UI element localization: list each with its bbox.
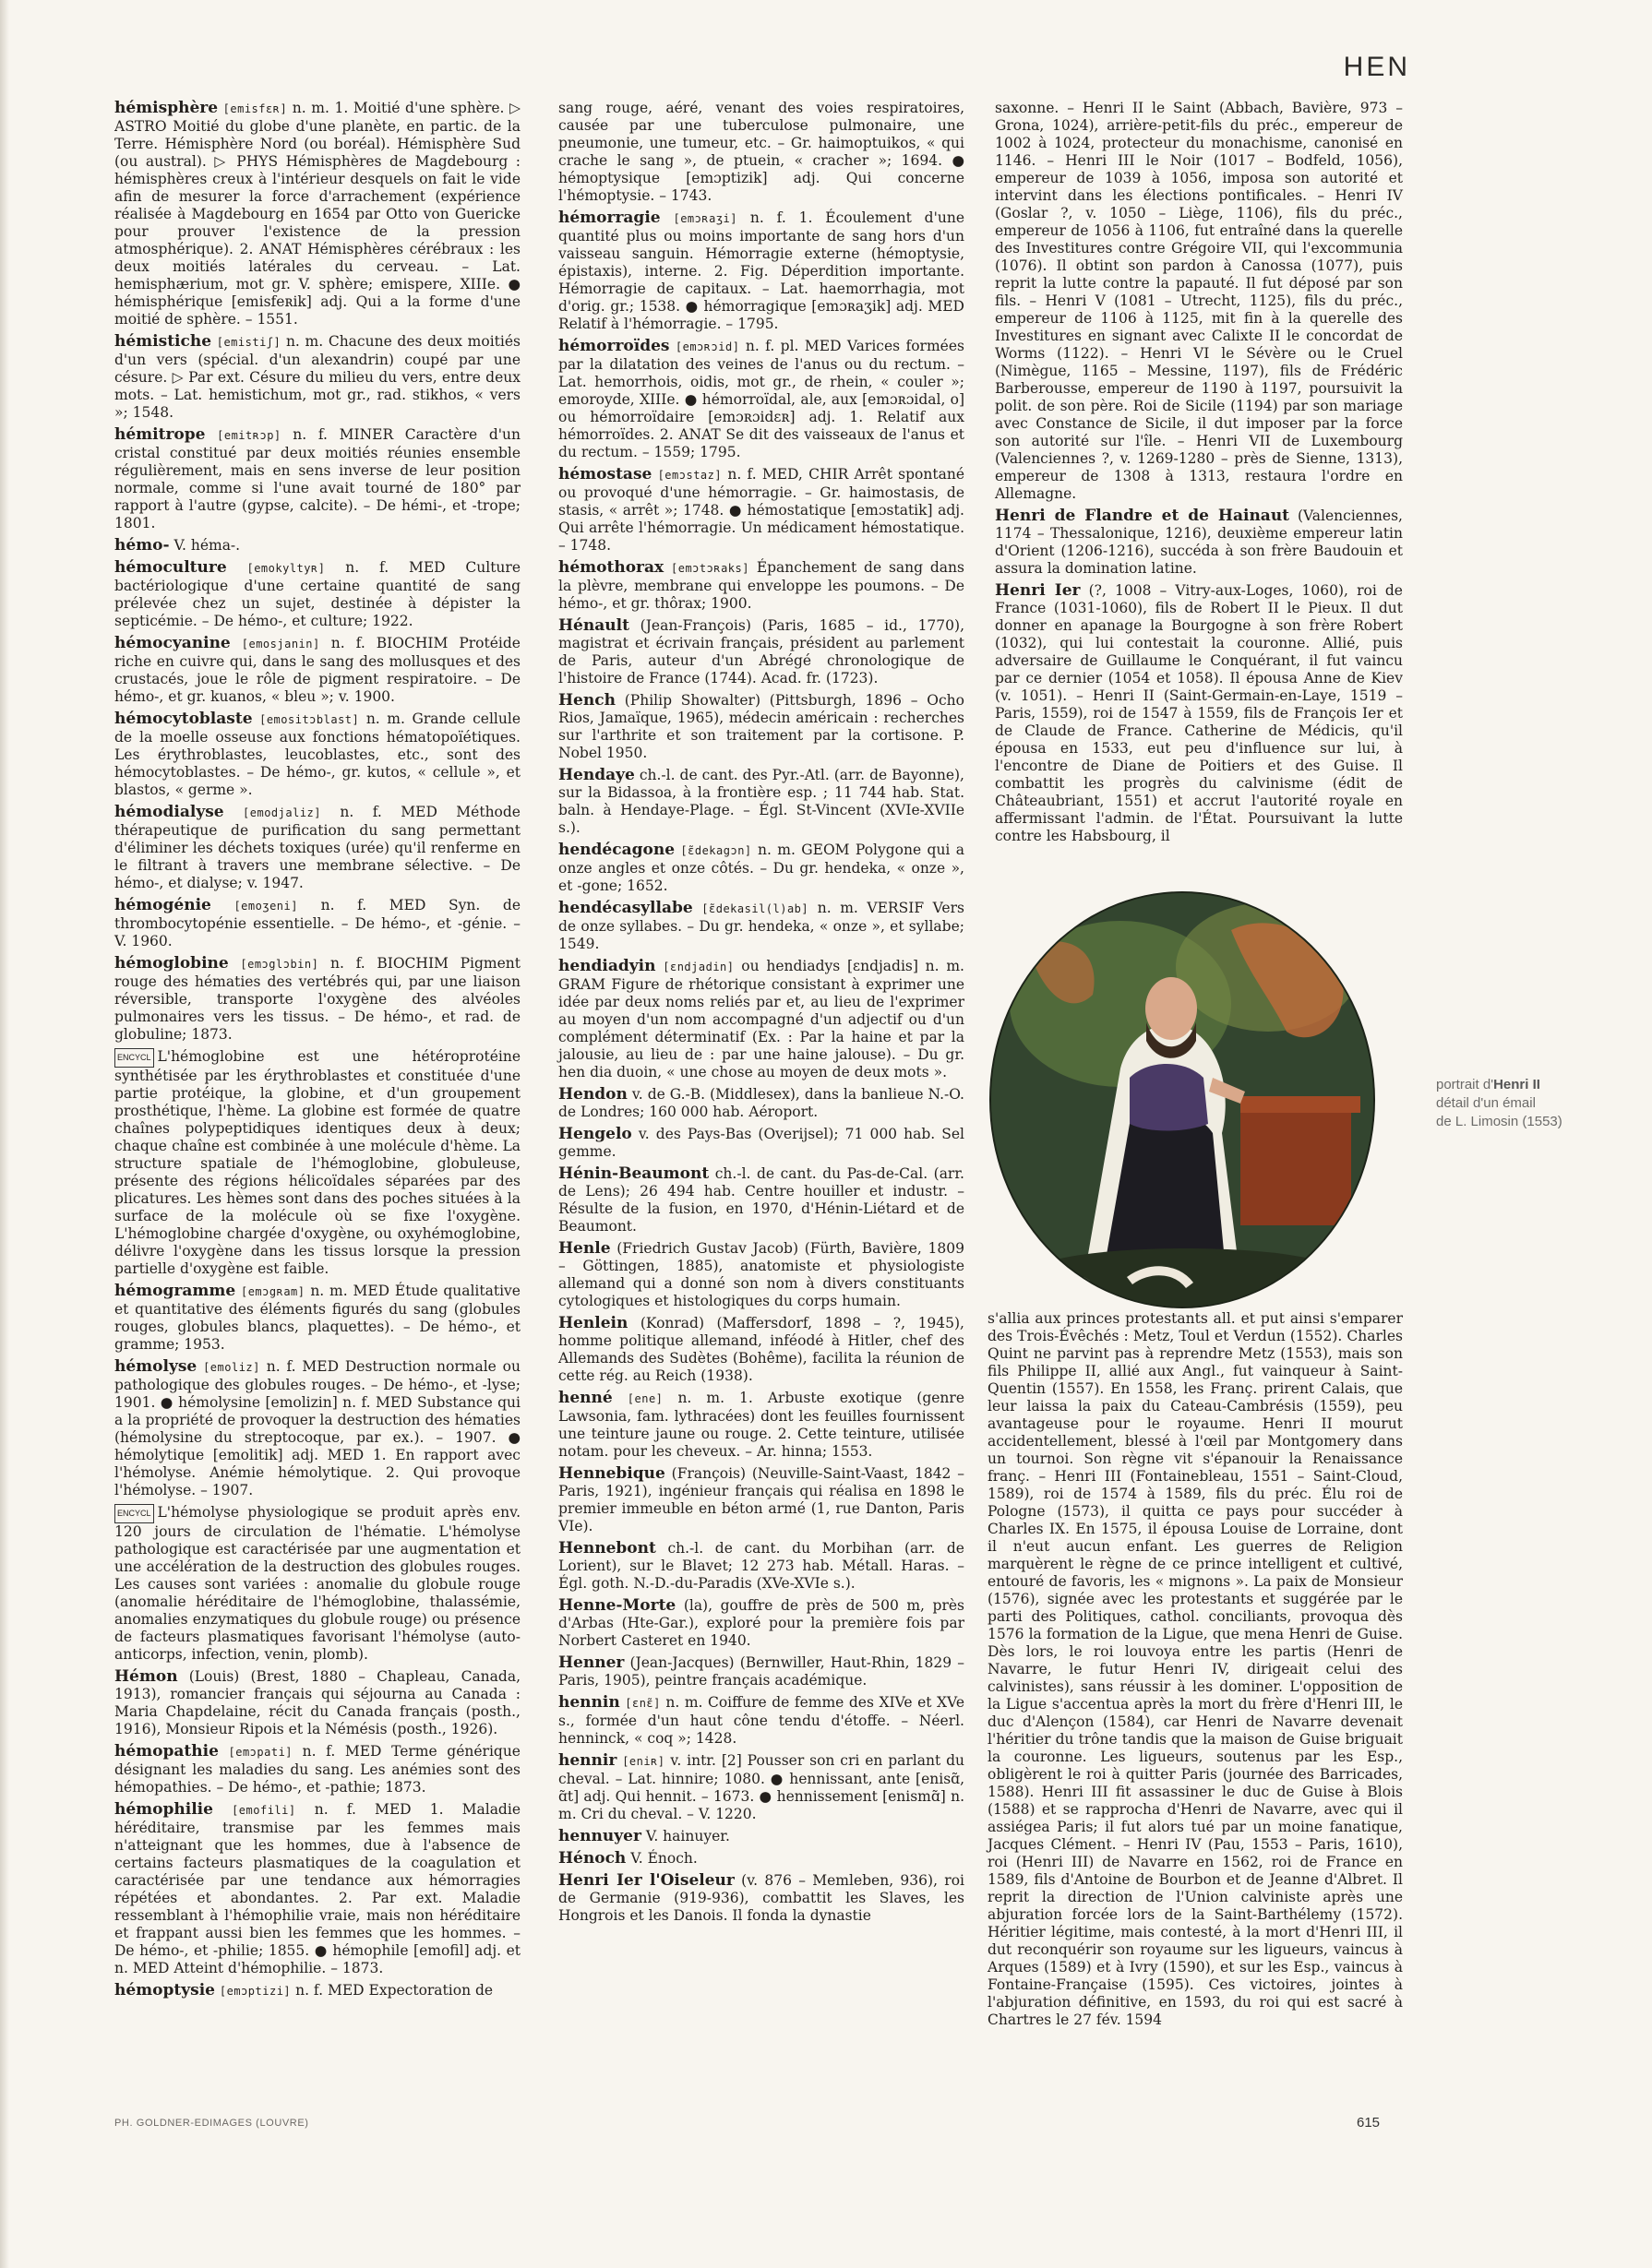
entry-definition: n. m. Coiffure de femme des XIVe et XVe s., formée d'un haut cône tendu d'étoffe. – Néerl. henninck, « coq »; 1428. xyxy=(558,1694,964,1747)
dictionary-entry xyxy=(558,1390,964,1461)
entry-definition: n. m. 1. Arbuste exotique (genre Lawsonia, fam. lythracées) dont les feuilles fournissent une teinture jaune ou rouge. 2. Cette teinture, utilisée notam. pour les cheveux. – Ar. hinna; 1553. xyxy=(558,1390,965,1460)
dictionary-entry xyxy=(114,1504,521,1664)
entry-definition: n. f. MED Expectoration de xyxy=(295,1982,494,1999)
entry-headword: Hendaye xyxy=(558,766,635,784)
entry-headword: Henner xyxy=(558,1653,625,1672)
entry-definition: V. héma-. xyxy=(174,537,241,554)
entry-definition: n. f. MED Culture bactériologique d'une certaine quantité de sang prélevée chez un sujet, destinée à dépister la septicémie. – De hémo-, et culture; 1922. xyxy=(114,559,521,629)
entry-definition: V. hainuyer. xyxy=(645,1828,730,1844)
entry-headword: hémorragie xyxy=(558,209,661,227)
dictionary-entry xyxy=(558,1752,964,1823)
entry-headword: Hendon xyxy=(558,1085,628,1104)
entry-headword: hémoculture xyxy=(114,558,227,577)
dictionary-entry xyxy=(558,900,964,953)
entry-headword: hémostase xyxy=(558,465,652,483)
dictionary-entry xyxy=(558,617,964,687)
page-number: 615 xyxy=(1357,2115,1381,2131)
entry-pronunciation: [emokyltyʀ] xyxy=(246,562,326,575)
entry-definition: n. f. MED Syn. de thrombocytopénie essentielle. – De hémo-, et -génie. – V. 1960. xyxy=(114,897,521,949)
entry-headword: hémopathie xyxy=(114,1742,219,1761)
entry-definition: (Louis) (Brest, 1880 – Chapleau, Canada, 1913), romancier français qui séjourna au Canada : Maria Chapdelaine, récit du Canada français (posth., 1916), Monsieur Ripois et la Némésis (posth., 1926). xyxy=(114,1668,521,1737)
entry-headword: Henri de Flandre et de Hainaut xyxy=(995,507,1290,525)
entry-definition: v. de G.-B. (Middlesex), dans la banlieue N.-O. de Londres; 160 000 hab. Aéroport. xyxy=(558,1086,964,1120)
entry-pronunciation: [emisfɛʀ] xyxy=(222,102,288,115)
entry-pronunciation: [emɔgʀam] xyxy=(240,1285,305,1298)
entry-headword: henné xyxy=(558,1389,613,1407)
entry-pronunciation: [emɔglɔbin] xyxy=(240,958,319,971)
entry-definition: (v. 876 – Memleben, 936), roi de Germanie (919-936), combattit les Slaves, les Hongrois et les Danois. Il fonda la dynastie xyxy=(558,1872,964,1924)
dictionary-entry xyxy=(558,209,964,333)
entry-headword: Hennebique xyxy=(558,1464,665,1483)
entry-headword: hémolyse xyxy=(114,1357,198,1376)
entry-headword: hennir xyxy=(558,1751,617,1770)
entry-pronunciation: [emofili] xyxy=(232,1804,296,1817)
entry-definition: (Philip Showalter) (Pittsburgh, 1896 – Ocho Rios, Jamaïque, 1965), médecin américain : recherches sur l'arthrite et son traitement par la cortisone. P. Nobel 1950. xyxy=(558,692,964,761)
dictionary-entry xyxy=(114,897,521,950)
entry-definition: n. f. MINER Caractère d'un cristal constitué par deux moitiés réunies ensemble régulièrement, mais en sens inverse de leur position normale, comme si l'une avait tourné de 180° par rapport à l'autre (gypse, calcite). – De hémi-, et -trope; 1801. xyxy=(114,426,521,531)
entry-headword: hémothorax xyxy=(558,558,664,577)
encyclopedia-tag: ENCYCL xyxy=(114,1048,154,1068)
dictionary-entry xyxy=(558,1086,964,1121)
entry-definition: n. m. VERSIF Vers de onze syllabes. – Du gr. hendeka, « onze », et syllabe; 1549. xyxy=(558,900,964,952)
entry-headword: hendécasyllabe xyxy=(558,899,693,917)
dictionary-entry xyxy=(558,1465,964,1535)
dictionary-entry xyxy=(114,1801,521,1977)
entry-definition: n. m. MED Étude qualitative et quantitative des éléments figurés du sang (globules rouges, globules blancs, plaquettes). – De hémo-, et gramme; 1953. xyxy=(114,1283,521,1353)
dictionary-entry xyxy=(114,1048,521,1278)
dictionary-entry xyxy=(114,1668,521,1738)
column-1 xyxy=(114,100,521,2005)
entry-pronunciation: [emoʒeni] xyxy=(233,900,298,913)
entry-headword: hémogénie xyxy=(114,896,211,914)
column-3 xyxy=(995,100,1403,850)
dictionary-entry xyxy=(558,767,964,837)
dictionary-entry xyxy=(114,1283,521,1354)
entry-headword: hendécagone xyxy=(558,841,676,859)
dictionary-entry xyxy=(114,426,521,532)
entry-definition: sang rouge, aéré, venant des voies respiratoires, causée par une tuberculose pulmonaire, une pneumonie, une tumeur, etc. – Gr. haimoptuikos, « qui crache le sang », de ptuein, « cracher »; 1694. ● hémoptysique [emɔptizik] adj. Qui concerne l'hémoptysie. – 1743. xyxy=(558,100,964,204)
dictionary-entry xyxy=(114,1358,521,1499)
dictionary-entry xyxy=(995,582,1403,845)
entry-headword: hémoglobine xyxy=(114,954,229,973)
entry-pronunciation: [emistiʃ] xyxy=(216,336,281,349)
entry-headword: hendiadyin xyxy=(558,957,656,975)
dictionary-entry xyxy=(558,1126,964,1161)
entry-pronunciation: [emɔpati] xyxy=(228,1746,293,1759)
entry-definition: n. f. MED 1. Maladie héréditaire, transmise par les femmes mais n'atteignant que les hommes, due à l'absence de certains facteurs plasmatiques de la coagulation et caractérisée par une tendance aux hémorragies répétées et abondantes. 2. Par ext. Maladie ressemblant à l'hémophilie vraie, mais non héréditaire et frappant aussi bien les femmes que les hommes. – De hémo-, et -philie; 1855. ● hémophile [emofil] adj. et n. MED Atteint d'hémophilie. – 1873. xyxy=(114,1801,521,1976)
dictionary-entry xyxy=(114,955,521,1044)
entry-headword: Henlein xyxy=(558,1314,628,1332)
dictionary-entry xyxy=(558,1850,964,1868)
column-3-continued xyxy=(988,1310,1403,2034)
dictionary-entry xyxy=(558,338,964,461)
dictionary-entry xyxy=(114,1743,521,1796)
dictionary-entry xyxy=(114,559,521,630)
portrait-illustration xyxy=(991,893,1373,1307)
entry-pronunciation: [ɛ̃dekagɔn] xyxy=(680,844,752,857)
entry-headword: hémorroïdes xyxy=(558,337,670,355)
entry-definition: n. f. MED Méthode thérapeutique de purification du sang permettant d'éliminer les déchets toxiques (urée) qu'il renferme en le filtrant à travers une membrane sélective. – De hémo-, et dialyse; v. 1947. xyxy=(114,804,521,891)
entry-definition: v. des Pays-Bas (Overijsel); 71 000 hab. Sel gemme. xyxy=(558,1126,964,1160)
entry-definition: ch.-l. de cant. du Morbihan (arr. de Lorient), sur le Blavet; 12 273 hab. Métall. Haras. – Égl. goth. N.-D.-du-Paradis (XVe-XVIe s.). xyxy=(558,1540,964,1592)
entry-definition: ch.-l. de cant. des Pyr.-Atl. (arr. de Bayonne), sur la Bidassoa, à la frontière esp. ; 11 744 hab. Stat. baln. à Hendaye-Plage. – Égl. St-Vincent (XVIe-XVIIe s.). xyxy=(558,767,964,836)
entry-definition: n. f. MED, CHIR Arrêt spontané ou provoqué d'une hémorragie. – Gr. haimostasis, de stasis, « arrêt »; 1748. ● hémostatique [emɔstatik] adj. Qui arrête l'hémorragie. Un médicament hémostatique. – 1748. xyxy=(558,466,964,554)
entry-headword: Hémon xyxy=(114,1667,178,1686)
entry-definition: V. Énoch. xyxy=(630,1850,698,1867)
entry-definition: n. m. Grande cellule de la moelle osseuse aux fonctions hématopoïétiques. Les érythroblastes, leucoblastes, etc., sont des hémocytoblastes. – De hémo-, gr. kutos, « cellule », et blastos, « germe ». xyxy=(114,710,521,798)
entry-pronunciation: [emɔʀaʒi] xyxy=(673,212,737,225)
entry-headword: Henne-Morte xyxy=(558,1596,676,1615)
dictionary-entry xyxy=(558,1872,964,1925)
dictionary-entry xyxy=(988,1310,1403,2029)
entry-pronunciation: [emositɔblast] xyxy=(259,713,360,726)
entry-definition: n. f. BIOCHIM Protéide riche en cuivre qui, dans le sang des mollusques et des crustacés, joue le rôle de pigment respiratoire. – De hémo-, et gr. kuanos, « bleu »; v. 1900. xyxy=(114,635,521,705)
dictionary-entry xyxy=(114,1982,521,2000)
encyclopedia-tag: ENCYCL xyxy=(114,1504,154,1523)
entry-pronunciation: [emosjanin] xyxy=(241,638,320,651)
dictionary-entry xyxy=(558,1540,964,1593)
dictionary-entry xyxy=(558,958,964,1081)
entry-definition: (Jean-Jacques) (Bernwiller, Haut-Rhin, 1829 – Paris, 1905), peintre français académique. xyxy=(558,1654,964,1689)
entry-pronunciation: [emitʀɔp] xyxy=(217,429,281,442)
photo-credit: PH. GOLDNER-EDIMAGES (LOUVRE) xyxy=(114,2118,309,2129)
entry-headword: Hench xyxy=(558,691,616,710)
entry-definition: n. m. Chacune des deux moitiés d'un vers (spécial. d'un alexandrin) coupé par une césure. ▷ Par ext. Césure du milieu du vers, entre deux mots. – Lat. hemistichum, mot gr., rad. stikhos, « vers »; 1548. xyxy=(114,333,521,421)
column-2 xyxy=(558,100,964,1929)
entry-definition: (Valenciennes, 1174 – Thessalonique, 1216), deuxième empereur latin d'Orient (1206-1216), succéda à son frère Baudouin et assura la domination latine. xyxy=(995,507,1403,577)
caption-line-3: de L. Limosin (1553) xyxy=(1436,1114,1562,1129)
dictionary-entry xyxy=(114,804,521,892)
entry-definition: n. f. pl. MED Varices formées par la dilatation des veines de l'anus ou du rectum. – Lat. hemorrhois, oidis, mot gr., de rhein, « couler »; emoroyde, XIIIe. ● hémorroïdal, ale, aux [emɔʀɔidal, o] ou hémorroïdaire [emɔʀɔidɛʀ] adj. 1. Relatif aux hémorroïdes. 2. ANAT Se dit des vaisseaux de l'anus et du rectum. – 1559; 1795. xyxy=(558,338,964,460)
portrait-image xyxy=(991,893,1373,1307)
entry-headword: hémocyanine xyxy=(114,634,231,652)
dictionary-entry xyxy=(558,1828,964,1845)
entry-definition: n. f. 1. Écoulement d'une quantité plus ou moins importante de sang hors d'un vaisseau sanguin. Hémorragie externe (hémoptysie, épistaxis), interne. 2. Fig. Déperdition importante. Hémorragie de capitaux. – Lat. haemorrhagia, mot d'orig. gr.; 1538. ● hémorragique [emɔʀaʒik] adj. MED Relatif à l'hémorragie. – 1795. xyxy=(558,209,964,332)
entry-headword: hémophilie xyxy=(114,1800,213,1819)
page-binding-shadow xyxy=(0,0,9,2268)
dictionary-entry xyxy=(558,1694,964,1748)
entry-headword: Hénault xyxy=(558,616,629,635)
entry-pronunciation: [emɔstaz] xyxy=(657,469,723,482)
entry-headword: hémitrope xyxy=(114,425,206,444)
guide-word: HEN xyxy=(1343,52,1410,82)
entry-headword: Hennebont xyxy=(558,1539,656,1558)
entry-definition: ch.-l. de cant. du Pas-de-Cal. (arr. de Lens); 26 494 hab. Centre houiller et industr. – Résulte de la fusion, en 1970, d'Hénin-Liétard et de Beaumont. xyxy=(558,1165,964,1235)
dictionary-entry xyxy=(558,1654,964,1689)
dictionary-entry xyxy=(558,1165,964,1235)
entry-definition: L'hémoglobine est une hétéroprotéine synthétisée par les érythroblastes et constituée d'une partie protéique, la globine, et d'un groupement prosthétique, l'hème. La globine est formée de quatre chaînes polypeptidiques identiques deux à deux; chaque chaîne est combinée à une molécule d'hème. La structure spatiale de l'hémoglobine, globuleuse, présente des régions hélicoïdales séparées par des plicatures. Les hèmes sont dans des poches situées à la surface de la molécule où se fixe l'oxygène. L'hémoglobine chargée d'oxygène, ou oxyhémoglobine, délivre l'oxygène dans les tissus lorsque la pression partielle d'oxygène est faible. xyxy=(114,1048,521,1277)
entry-definition: (Friedrich Gustav Jacob) (Fürth, Bavière, 1809 – Göttingen, 1885), anatomiste et physiologiste allemand qui a donné son nom à divers constituants cytologiques et histologiques du corps humain. xyxy=(558,1240,964,1309)
entry-definition: (?, 1008 – Vitry-aux-Loges, 1060), roi de France (1031-1060), fils de Robert II le Pieux. Il dut donner en apanage la Bourgogne à son frère Robert (1032), qui lui contestait la couronne. Allié, puis adversaire de Guillaume le Conquérant, il fut vaincu par ce dernier (1054 et 1058). Il épousa Anne de Kiev (v. 1051). – Henri II (Saint-Germain-en-Laye, 1519 – Paris, 1559), roi de 1547 à 1559, fils de François Ier et de Claude de France. Catherine de Médicis, qu'il épousa en 1533, eut peu d'influence sur lui, à l'encontre de Diane de Poitiers et des Guise. Il combattit les progrès du calvinisme (édit de Châteaubriant, 1551) et accrut l'autorité royale en affermissant l'admin. de l'État. Poursuivant la lutte contre les Habsbourg, il xyxy=(995,582,1403,844)
entry-pronunciation: [eniʀ] xyxy=(622,1755,665,1768)
entry-definition: (la), gouffre de près de 500 m, près d'Arbas (Hte-Gar.), exploré pour la première fois par Norbert Casteret en 1940. xyxy=(558,1597,964,1649)
dictionary-entry xyxy=(995,507,1403,578)
dictionary-entry xyxy=(114,635,521,706)
entry-definition: n. f. BIOCHIM Pigment rouge des hématies des vertébrés qui, par une liaison réversible, transporte l'oxygène des alvéoles pulmonaires vers les tissus. – De hémo-, et rad. de globuline; 1873. xyxy=(114,955,521,1043)
entry-headword: hémogramme xyxy=(114,1282,236,1300)
entry-headword: hémodialyse xyxy=(114,803,224,821)
entry-pronunciation: [emɔptizi] xyxy=(219,1985,292,1998)
entry-definition: (Jean-François) (Paris, 1685 – id., 1770), magistrat et écrivain français, président au parlement de Paris, auteur d'un Abrégé chronologique de l'histoire de France (1744). Acad. fr. (1723). xyxy=(558,617,964,686)
entry-pronunciation: [ɛndjadin] xyxy=(663,961,735,973)
entry-pronunciation: [emoliz] xyxy=(203,1361,260,1374)
dictionary-entry xyxy=(114,333,521,422)
entry-definition: Épanchement de sang dans la plèvre, membrane qui enveloppe les poumons. – De hémo-, et gr. thôrax; 1900. xyxy=(558,559,964,612)
entry-headword: hémo- xyxy=(114,536,170,555)
caption-line-1: portrait d'Henri II xyxy=(1436,1077,1540,1092)
caption-line-2: détail d'un émail xyxy=(1436,1095,1536,1111)
entry-definition: saxonne. – Henri II le Saint (Abbach, Bavière, 973 – Grona, 1024), arrière-petit-fils du préc., empereur de 1002 à 1024, protecteur du monachisme, canonisé en 1146. – Henri III le Noir (1017 – Bodfeld, 1056), empereur de 1039 à 1056, imposa son autorité et intervint dans les élections pontificales. – Henri IV (Goslar ?, v. 1050 – Liège, 1106), fils du préc., empereur de 1056 à 1106, fut entraîné dans la querelle des Investitures contre Grégoire VII, qui l'excommunia (1076). Il obtint son pardon à Canossa (1077), puis reprit la lutte contre la papauté. Il fut déposé par son fils. – Henri V (1081 – Utrecht, 1125), fils du préc., empereur de 1106 à 1125, mit fin à la querelle des Investitures en signant avec Calixte II le concordat de Worms (1122). – Henri VI le Sévère ou le Cruel (Nimègue, 1165 – Messine, 1197), fils de Frédéric Barberousse, empereur de 1190 à 1197, poursuivit la polit. de son père. Roi de Sicile (1194) par son mariage avec Constance de Sicile, il dut imposer par la force son autorité sur l'île. – Henri VII de Luxembourg (Valenciennes ?, v. 1269-1280 – près de Sienne, 1313), empereur de 1308 à 1313, restaura l'ordre en Allemagne. xyxy=(995,100,1403,502)
entry-definition: L'hémolyse physiologique se produit après env. 120 jours de circulation de l'hématie. L'hémolyse pathologique est caractérisée par une augmentation et une accélération de la destruction des globules rouges. Les causes sont variées : anomalie du globule rouge (anomalie héréditaire de l'hémoglobine, thalassémie, anomalies enzymatiques du globule rouge) ou présence de facteurs plasmatiques favorisant l'hémolyse (auto-anticorps, infection, venin, plomb). xyxy=(114,1504,521,1663)
entry-pronunciation: [ene] xyxy=(627,1392,664,1405)
entry-definition: s'allia aux princes protestants all. et put ainsi s'emparer des Trois-Évêchés : Metz, Toul et Verdun (1552). Charles Quint ne parvint pas à reprendre Metz (1553), mais son fils Philippe II, allié aux Angl., fut vainqueur à Saint-Quentin (1557). En 1558, les Franç. prirent Calais, que leur laissa la paix du Cateau-Cambrésis (1559), peu avantageuse pour le royaume. Henri II mourut accidentellement, blessé à l'œil par Montgomery dans un tournoi. Son règne vit s'épanouir la Renaissance franç. – Henri III (Fontainebleau, 1551 – Saint-Cloud, 1589), roi de 1574 à 1589, fils du préc. Élu roi de Pologne (1573), il quitta ce pays pour succéder à Charles IX. En 1575, il épousa Louise de Lorraine, dont il n'eut aucun enfant. Les guerres de Religion marquèrent le règne de ce prince intelligent et cultivé, entouré de favoris, les « mignons ». La paix de Monsieur (1576), signée avec les protestants et suggérée par le parti des Politiques, cathol. conciliants, provoqua dès 1576 la formation de la Ligue, que mena Henri de Guise. Dès lors, le roi louvoya entre les partis (Henri de Navarre, le futur Henri IV, dirigeait celui des calvinistes), sans réussir à les dominer. L'opposition de la Ligue s'accentua après la mort du frère d'Henri III, le duc d'Alençon (1584), car Henri de Navarre devenait l'héritier du trône tandis que la maison de Guise briguait la couronne. Les ligueurs, soutenus par les Esp., obligèrent le roi à quitter Paris (journée des Barricades, 1588). Henri III fit assassiner le duc de Guise à Blois (1588) et se rapprocha d'Henri de Navarre, avec qui il assiégea Paris; il fut alors tué par un moine fanatique, Jacques Clément. – Henri IV (Pau, 1553 – Paris, 1610), roi (Henri III) de Navarre en 1562, roi de France en 1589, fils d'Antoine de Bourbon et de Jeanne d'Albret. Il reprit la direction de l'Union calviniste après une abjuration forcée lors de la Saint-Barthélemy (1572). Héritier légitime, mais contesté, à la mort d'Henri III, il dut reconquérir son royaume sur les ligueurs, vaincus à Arques (1589) et à Ivry (1590), et sur les Esp., vaincus à Fontaine-Française (1595). Ces victoires, jointes à l'abjuration définitive, en 1593, du roi qui est sacré à Chartres le 27 fév. 1594 xyxy=(988,1310,1403,2028)
entry-headword: Hénin-Beaumont xyxy=(558,1164,710,1183)
dictionary-entry xyxy=(558,559,964,613)
dictionary-entry xyxy=(558,466,964,555)
dictionary-entry xyxy=(558,100,964,205)
dictionary-entry xyxy=(558,692,964,762)
entry-headword: hennuyer xyxy=(558,1827,641,1845)
entry-headword: Henri Ier l'Oiseleur xyxy=(558,1871,735,1890)
dictionary-entry xyxy=(995,100,1403,503)
entry-definition: n. f. MED Destruction normale ou pathologique des globules rouges. – De hémo-, et -lyse; 1901. ● hémolysine [emolizin] n. f. MED Substance qui a la propriété de provoquer la destruction des hématies (hémolysine du streptocoque, par ex.). – 1907. ● hémolytique [emolitik] adj. MED 1. En rapport avec l'hémolyse. Anémie hémolytique. 2. Qui provoque l'hémolyse. – 1907. xyxy=(114,1358,521,1498)
entry-definition: (François) (Neuville-Saint-Vaast, 1842 – Paris, 1921), ingénieur français qui réalisa en 1898 le premier immeuble en béton armé (1, rue Danton, Paris VIe). xyxy=(558,1465,964,1534)
dictionary-entry xyxy=(558,1597,964,1650)
dictionary-entry xyxy=(558,842,964,895)
dictionary-entry xyxy=(114,710,521,799)
entry-pronunciation: [emɔʀɔid] xyxy=(675,340,740,353)
entry-pronunciation: [ɛ̃dekasil(l)ab] xyxy=(701,902,809,915)
entry-headword: hémisphère xyxy=(114,99,219,117)
entry-definition: n. m. GEOM Polygone qui a onze angles et onze côtés. – Du gr. hendeka, « onze », et -gone; 1652. xyxy=(558,842,964,894)
portrait-caption xyxy=(1436,1076,1562,1131)
entry-headword: hémocytoblaste xyxy=(114,710,253,728)
entry-headword: Henri Ier xyxy=(995,581,1081,600)
entry-pronunciation: [emodjaliz] xyxy=(243,806,321,819)
entry-pronunciation: [ɛnɛ̃] xyxy=(625,1697,661,1710)
entry-definition: ou hendiadys [ɛndjadis] n. m. GRAM Figure de rhétorique consistant à exprimer une idée par deux noms reliés par et, au lieu de l'exprimer au moyen d'un nom accompagné d'un adjectif ou d'un complément déterminatif (Ex. : Par la haine et par la jalousie, au lieu de : par une haine jalouse). – Du gr. hen dia duoin, « une chose au moyen de deux mots ». xyxy=(558,958,964,1080)
entry-definition: v. intr. [2] Pousser son cri en parlant du cheval. – Lat. hinnire; 1080. ● hennissant, ante [enisɑ̃, ɑ̃t] adj. Qui hennit. – 1673. ● hennissement [enismɑ̃] n. m. Cri du cheval. – V. 1220. xyxy=(558,1752,964,1822)
entry-headword: hémoptysie xyxy=(114,1981,215,1999)
dictionary-entry xyxy=(558,1240,964,1310)
entry-headword: Hénoch xyxy=(558,1849,627,1868)
entry-headword: Hengelo xyxy=(558,1125,632,1143)
entry-pronunciation: [emɔtɔʀaks] xyxy=(671,562,749,575)
entry-definition: n. m. 1. Moitié d'une sphère. ▷ ASTRO Moitié du globe d'une planète, en partic. de la Terre. Hémisphère Nord (ou boréal). Hémisphère Sud (ou austral). ▷ PHYS Hémisphères de Magdebourg : hémisphères creux à l'intérieur desquels on fait le vide afin de mesurer la force d'arrachement (expérience réalisée à Magdebourg en 1654 par Otto von Guericke pour prouver l'existence de la pression atmosphérique). 2. ANAT Hémisphères cérébraux : les deux moitiés latérales du cerveau. – Lat. hemisphærium, mot gr. V. sphère; emispere, XIIIe. ● hémisphérique [emisfeʀik] adj. Qui a la forme d'une moitié de sphère. – 1551. xyxy=(114,100,521,328)
dictionary-entry xyxy=(558,1315,964,1385)
entry-headword: hémistiche xyxy=(114,332,212,351)
entry-definition: (Konrad) (Maffersdorf, 1898 – ?, 1945), homme politique allemand, inféodé à Hitler, chef des Allemands des Sudètes (Bohême), facilita la réunion de cette rég. au Reich (1938). xyxy=(558,1315,964,1384)
dictionary-entry xyxy=(114,537,521,555)
entry-headword: Henle xyxy=(558,1239,611,1258)
entry-headword: hennin xyxy=(558,1693,620,1712)
entry-definition: n. f. MED Terme générique désignant les maladies du sang. Les anémies sont des hémopathies. – De hémo-, et -pathie; 1873. xyxy=(114,1743,521,1796)
dictionary-entry xyxy=(114,100,521,328)
